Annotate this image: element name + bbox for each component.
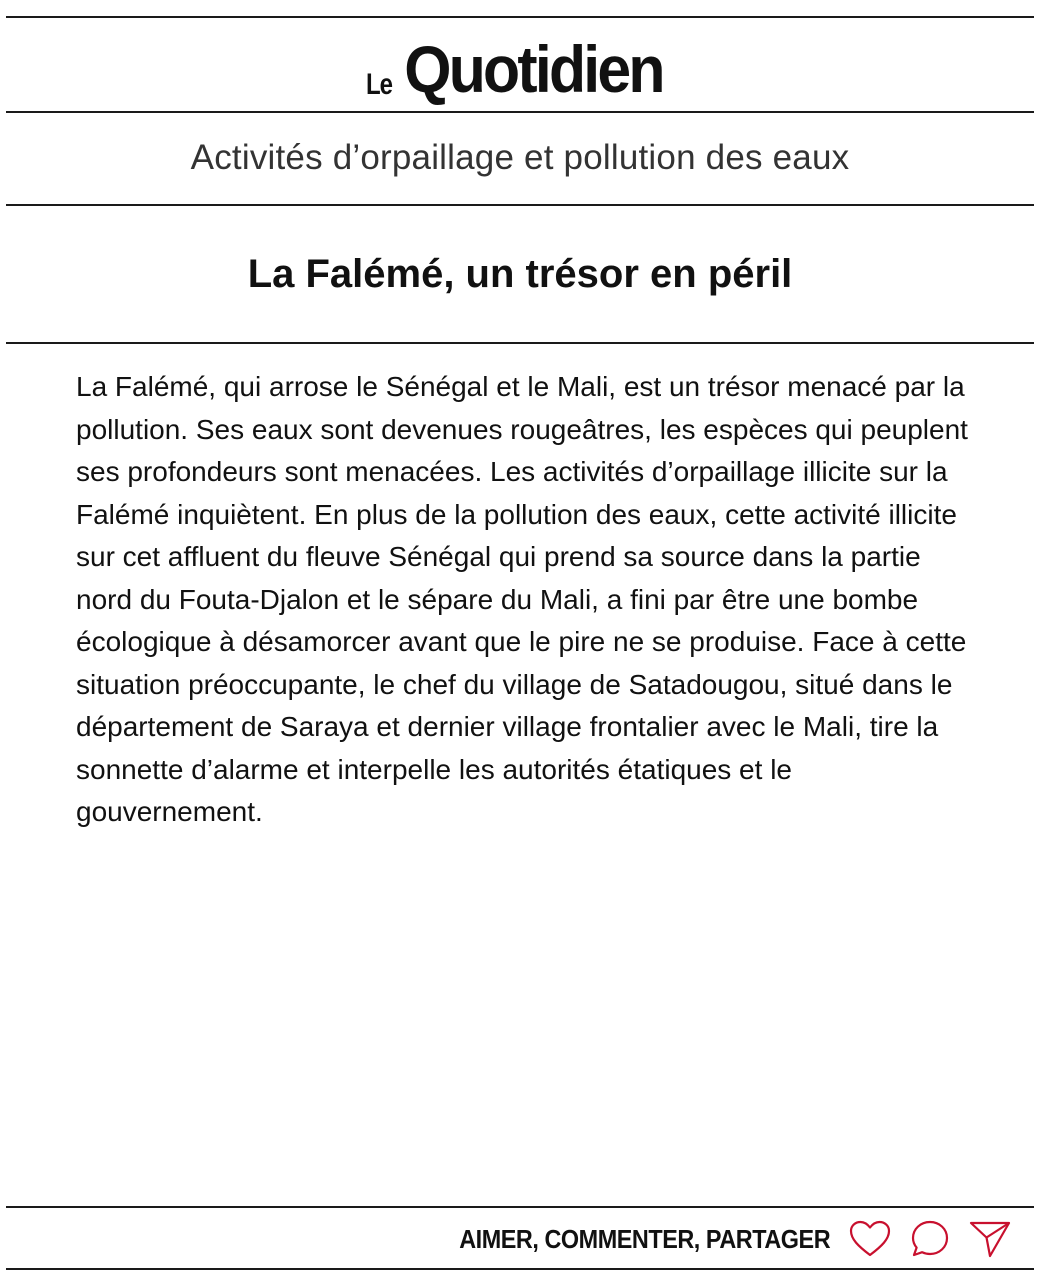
article-headline: La Falémé, un trésor en péril [247, 252, 793, 296]
bottom-rule [6, 1268, 1034, 1270]
engagement-bar [418, 1214, 1014, 1264]
headline-bottom-rule [6, 342, 1034, 344]
section-kicker: Activités d’orpaillage et pollution des eaux [190, 138, 850, 177]
kicker-bottom-rule [6, 204, 1034, 206]
comment-icon[interactable] [906, 1217, 954, 1261]
logo-prefix: Le [366, 67, 393, 102]
footer-top-rule [6, 1206, 1034, 1208]
engagement-cta: AIMER, COMMENTER, PARTAGER [459, 1223, 830, 1254]
share-icon[interactable] [966, 1217, 1014, 1261]
top-rule [6, 16, 1034, 18]
article-body: La Falémé, qui arrose le Sénégal et le Mali, est un trésor menacé par la pollution. Ses eaux sont devenues rougeâtres, les espèces qui peuplent ses profondeurs sont menacées. Les activités d’orpaillage illicite sur la Falémé inquiètent. En plus de la pollution des eaux, cette activité illicite sur cet affluent du fleuve Sénégal qui prend sa source dans la partie nord du Fouta-Djalon et le sépare du Mali, a fini par être une bombe écologique à désamorcer avant que le pire ne se produise. Face à cette situation préoccupante, le chef du village de Satadougou, situé dans le département de Saraya et dernier village frontalier avec le Mali, tire la sonnette d’alarme et interpelle les autorités étatiques et le gouvernement. [76, 371, 968, 827]
heart-icon[interactable] [846, 1217, 894, 1261]
masthead-bottom-rule [6, 111, 1034, 113]
logo-main: Quotidien [404, 32, 663, 106]
masthead-logo [0, 34, 1040, 110]
